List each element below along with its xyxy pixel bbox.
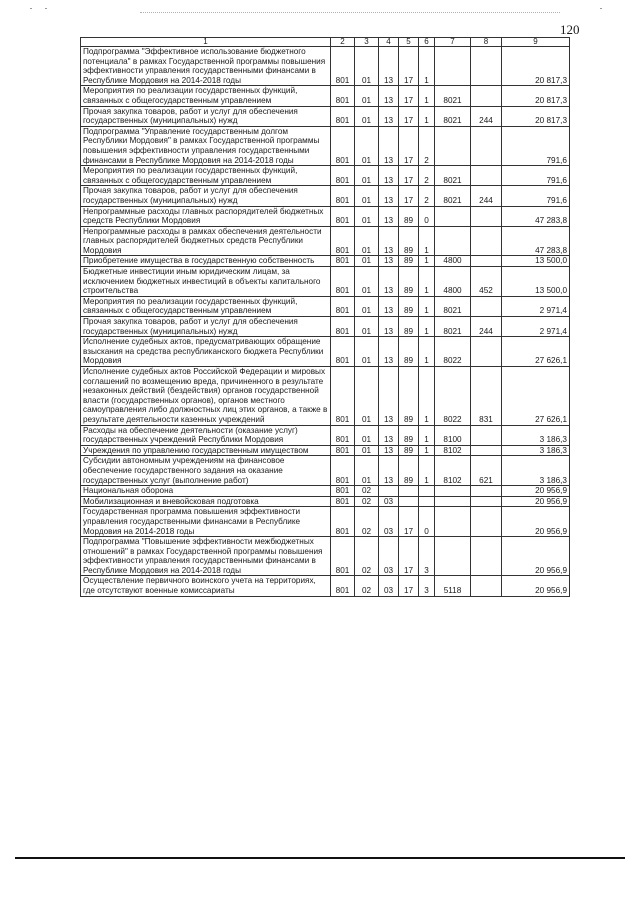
table-row	[81, 367, 570, 426]
scan-speck	[45, 8, 47, 9]
code-cell: 89	[399, 456, 419, 486]
code-cell: 801	[331, 206, 355, 226]
code-cell: 8102	[435, 456, 471, 486]
header-cell: 8	[471, 38, 502, 47]
code-cell: 89	[399, 367, 419, 426]
code-cell: 13	[379, 267, 399, 297]
code-cell	[435, 126, 471, 165]
code-cell: 13	[379, 337, 399, 367]
row-name-cell: Государственная программа повышения эффективности управления государственными финансами в Республике Мордовия на 2014-2018 годы	[81, 507, 331, 537]
code-cell: 01	[355, 186, 379, 206]
code-cell: 801	[331, 576, 355, 596]
code-cell: 0	[419, 206, 435, 226]
code-cell: 13	[379, 296, 399, 316]
code-cell: 1	[419, 367, 435, 426]
code-cell: 02	[355, 576, 379, 596]
amount-cell: 13 500,0	[502, 256, 570, 267]
row-name-cell: Национальная оборона	[81, 486, 331, 497]
code-cell: 01	[355, 86, 379, 106]
page-number: 120	[560, 22, 580, 37]
code-cell: 03	[379, 537, 399, 576]
code-cell: 02	[355, 537, 379, 576]
code-cell: 89	[399, 226, 419, 256]
header-cell: 7	[435, 38, 471, 47]
code-cell: 801	[331, 86, 355, 106]
code-cell: 13	[379, 106, 399, 126]
header-cell: 5	[399, 38, 419, 47]
code-cell: 801	[331, 337, 355, 367]
code-cell: 4800	[435, 256, 471, 267]
code-cell: 1	[419, 337, 435, 367]
code-cell: 1	[419, 86, 435, 106]
code-cell	[435, 226, 471, 256]
code-cell: 801	[331, 47, 355, 86]
table-row	[81, 507, 570, 537]
table-row	[81, 445, 570, 456]
code-cell: 801	[331, 367, 355, 426]
code-cell: 13	[379, 445, 399, 456]
code-cell: 5118	[435, 576, 471, 596]
header-cell: 6	[419, 38, 435, 47]
header-cell: 9	[502, 38, 570, 47]
table-row	[81, 126, 570, 165]
amount-cell: 20 956,9	[502, 537, 570, 576]
table-row	[81, 296, 570, 316]
code-cell: 02	[355, 486, 379, 497]
code-cell: 8022	[435, 367, 471, 426]
code-cell: 801	[331, 186, 355, 206]
row-name-cell: Исполнение судебных актов, предусматривающих обращение взыскания на средства республиканского бюджета Республики Мордовия	[81, 337, 331, 367]
code-cell: 01	[355, 367, 379, 426]
table-row	[81, 337, 570, 367]
code-cell: 13	[379, 126, 399, 165]
code-cell: 89	[399, 445, 419, 456]
code-cell: 3	[419, 537, 435, 576]
table-row	[81, 267, 570, 297]
amount-cell: 20 956,9	[502, 496, 570, 507]
code-cell: 89	[399, 256, 419, 267]
code-cell	[471, 486, 502, 497]
code-cell	[379, 486, 399, 497]
code-cell: 801	[331, 256, 355, 267]
code-cell: 13	[379, 47, 399, 86]
amount-cell: 27 626,1	[502, 367, 570, 426]
code-cell: 02	[355, 496, 379, 507]
code-cell: 801	[331, 106, 355, 126]
code-cell	[471, 226, 502, 256]
code-cell	[471, 166, 502, 186]
code-cell: 801	[331, 126, 355, 165]
code-cell: 801	[331, 425, 355, 445]
code-cell: 8100	[435, 425, 471, 445]
code-cell: 13	[379, 166, 399, 186]
table-row	[81, 496, 570, 507]
code-cell: 8021	[435, 317, 471, 337]
table-row	[81, 166, 570, 186]
code-cell: 01	[355, 296, 379, 316]
code-cell: 01	[355, 106, 379, 126]
code-cell: 8102	[435, 445, 471, 456]
code-cell: 01	[355, 256, 379, 267]
code-cell: 1	[419, 106, 435, 126]
table-row	[81, 537, 570, 576]
code-cell	[471, 576, 502, 596]
header-cell: 1	[81, 38, 331, 47]
code-cell	[435, 537, 471, 576]
table-row	[81, 106, 570, 126]
amount-cell: 3 186,3	[502, 445, 570, 456]
code-cell: 244	[471, 317, 502, 337]
code-cell: 13	[379, 317, 399, 337]
code-cell	[471, 507, 502, 537]
code-cell: 01	[355, 456, 379, 486]
code-cell: 13	[379, 86, 399, 106]
code-cell: 13	[379, 425, 399, 445]
table-row	[81, 456, 570, 486]
code-cell: 8022	[435, 337, 471, 367]
code-cell: 4800	[435, 267, 471, 297]
amount-cell: 2 971,4	[502, 296, 570, 316]
table-row	[81, 486, 570, 497]
header-cell: 2	[331, 38, 355, 47]
row-name-cell: Осуществление первичного воинского учета на территориях, где отсутствуют военные комиссариаты	[81, 576, 331, 596]
code-cell: 01	[355, 267, 379, 297]
code-cell: 2	[419, 186, 435, 206]
amount-cell: 13 500,0	[502, 267, 570, 297]
table-row	[81, 186, 570, 206]
code-cell: 801	[331, 317, 355, 337]
table-row	[81, 425, 570, 445]
amount-cell: 791,6	[502, 126, 570, 165]
code-cell	[471, 445, 502, 456]
code-cell: 13	[379, 256, 399, 267]
amount-cell: 20 817,3	[502, 106, 570, 126]
amount-cell: 20 956,9	[502, 486, 570, 497]
code-cell: 1	[419, 256, 435, 267]
amount-cell: 47 283,8	[502, 226, 570, 256]
code-cell: 801	[331, 267, 355, 297]
header-cell: 4	[379, 38, 399, 47]
row-name-cell: Учреждения по управлению государственным имуществом	[81, 445, 331, 456]
code-cell: 17	[399, 166, 419, 186]
code-cell: 244	[471, 186, 502, 206]
code-cell	[435, 47, 471, 86]
row-name-cell: Бюджетные инвестиции иным юридическим лицам, за исключением бюджетных инвестиций в объекты капитального строительства	[81, 267, 331, 297]
amount-cell: 2 971,4	[502, 317, 570, 337]
code-cell: 2	[419, 166, 435, 186]
code-cell: 1	[419, 425, 435, 445]
code-cell: 801	[331, 496, 355, 507]
row-name-cell: Мероприятия по реализации государственных функций, связанных с общегосударственным управлением	[81, 166, 331, 186]
code-cell: 13	[379, 226, 399, 256]
amount-cell: 27 626,1	[502, 337, 570, 367]
amount-cell: 3 186,3	[502, 425, 570, 445]
code-cell: 801	[331, 537, 355, 576]
code-cell: 17	[399, 186, 419, 206]
row-name-cell: Прочая закупка товаров, работ и услуг для обеспечения государственных (муниципальных) нужд	[81, 186, 331, 206]
code-cell: 2	[419, 126, 435, 165]
code-cell: 801	[331, 486, 355, 497]
code-cell: 89	[399, 206, 419, 226]
amount-cell: 20 956,9	[502, 576, 570, 596]
code-cell: 17	[399, 507, 419, 537]
row-name-cell: Исполнение судебных актов Российской Федерации и мировых соглашений по возмещению вреда, причиненного в результате незаконных действий (бездействия) органов государственной власти (государственных органов), органов местного самоуправления либо должностных лиц этих органов, а также в результате деятельности казенных учреждений	[81, 367, 331, 426]
row-name-cell: Подпрограмма "Повышение эффективности межбюджетных отношений" в рамках Государственной программы повышения эффективности управления государственными финансами в Республике Мордовия на 2014-2018 годы	[81, 537, 331, 576]
code-cell: 03	[379, 507, 399, 537]
code-cell: 1	[419, 267, 435, 297]
scan-speck	[600, 8, 602, 9]
code-cell: 17	[399, 576, 419, 596]
code-cell: 01	[355, 47, 379, 86]
code-cell: 03	[379, 576, 399, 596]
code-cell: 89	[399, 337, 419, 367]
header-cell: 3	[355, 38, 379, 47]
code-cell: 13	[379, 367, 399, 426]
code-cell: 1	[419, 317, 435, 337]
code-cell	[471, 425, 502, 445]
code-cell: 01	[355, 166, 379, 186]
table-row	[81, 206, 570, 226]
budget-table	[80, 37, 570, 597]
row-name-cell: Мобилизационная и вневойсковая подготовка	[81, 496, 331, 507]
table-row	[81, 47, 570, 86]
code-cell: 89	[399, 425, 419, 445]
code-cell: 01	[355, 317, 379, 337]
code-cell: 01	[355, 206, 379, 226]
row-name-cell: Расходы на обеспечение деятельности (оказание услуг) государственных учреждений Республики Мордовия	[81, 425, 331, 445]
code-cell	[471, 206, 502, 226]
code-cell: 1	[419, 47, 435, 86]
code-cell: 801	[331, 456, 355, 486]
code-cell: 8021	[435, 186, 471, 206]
code-cell: 801	[331, 507, 355, 537]
code-cell: 1	[419, 296, 435, 316]
code-cell: 8021	[435, 296, 471, 316]
table-row	[81, 226, 570, 256]
code-cell: 801	[331, 296, 355, 316]
table-row	[81, 86, 570, 106]
code-cell: 03	[379, 496, 399, 507]
amount-cell: 20 817,3	[502, 86, 570, 106]
code-cell	[435, 496, 471, 507]
code-cell: 17	[399, 537, 419, 576]
code-cell: 01	[355, 445, 379, 456]
code-cell: 01	[355, 337, 379, 367]
code-cell: 13	[379, 186, 399, 206]
code-cell: 621	[471, 456, 502, 486]
code-cell: 17	[399, 106, 419, 126]
code-cell: 89	[399, 267, 419, 297]
code-cell	[435, 507, 471, 537]
code-cell	[419, 496, 435, 507]
scan-speck	[30, 8, 32, 9]
table-row	[81, 256, 570, 267]
row-name-cell: Подпрограмма "Эффективное использование бюджетного потенциала" в рамках Государственной программы повышения эффективности управления государственными финансами в Республике Мордовия на 2014-2018 годы	[81, 47, 331, 86]
code-cell: 801	[331, 226, 355, 256]
amount-cell: 47 283,8	[502, 206, 570, 226]
code-cell: 8021	[435, 166, 471, 186]
table-row	[81, 576, 570, 596]
row-name-cell: Мероприятия по реализации государственных функций, связанных с общегосударственным управлением	[81, 296, 331, 316]
row-name-cell: Приобретение имущества в государственную собственность	[81, 256, 331, 267]
code-cell	[435, 206, 471, 226]
code-cell	[471, 496, 502, 507]
row-name-cell: Непрограммные расходы главных распорядителей бюджетных средств Республики Мордовия	[81, 206, 331, 226]
amount-cell: 20 817,3	[502, 47, 570, 86]
code-cell	[471, 537, 502, 576]
table-row	[81, 317, 570, 337]
row-name-cell: Мероприятия по реализации государственных функций, связанных с общегосударственным управлением	[81, 86, 331, 106]
code-cell: 1	[419, 226, 435, 256]
code-cell: 1	[419, 445, 435, 456]
row-name-cell: Непрограммные расходы в рамках обеспечения деятельности главных распорядителей бюджетных средств Республики Мордовия	[81, 226, 331, 256]
amount-cell: 20 956,9	[502, 507, 570, 537]
code-cell: 01	[355, 126, 379, 165]
code-cell	[471, 47, 502, 86]
table-header-row	[81, 38, 570, 47]
row-name-cell: Прочая закупка товаров, работ и услуг для обеспечения государственных (муниципальных) нужд	[81, 106, 331, 126]
amount-cell: 791,6	[502, 166, 570, 186]
code-cell: 89	[399, 317, 419, 337]
code-cell	[419, 486, 435, 497]
code-cell: 8021	[435, 86, 471, 106]
code-cell: 02	[355, 507, 379, 537]
code-cell	[399, 496, 419, 507]
code-cell: 3	[419, 576, 435, 596]
code-cell: 831	[471, 367, 502, 426]
code-cell: 244	[471, 106, 502, 126]
code-cell	[399, 486, 419, 497]
row-name-cell: Субсидии автономным учреждениям на финансовое обеспечение государственного задания на оказание государственных услуг (выполнение работ)	[81, 456, 331, 486]
code-cell	[471, 126, 502, 165]
code-cell: 8021	[435, 106, 471, 126]
code-cell	[471, 296, 502, 316]
code-cell: 17	[399, 86, 419, 106]
code-cell: 01	[355, 226, 379, 256]
row-name-cell: Подпрограмма "Управление государственным долгом Республики Мордовия" в рамках Государственной программы повышения эффективности управления государственными финансами в Республике Мордовия на 2014-2018 годы	[81, 126, 331, 165]
code-cell: 0	[419, 507, 435, 537]
code-cell: 1	[419, 456, 435, 486]
code-cell: 17	[399, 126, 419, 165]
code-cell: 801	[331, 445, 355, 456]
code-cell	[471, 86, 502, 106]
code-cell: 452	[471, 267, 502, 297]
code-cell: 01	[355, 425, 379, 445]
page-bottom-rule	[15, 857, 625, 859]
code-cell: 13	[379, 206, 399, 226]
amount-cell: 3 186,3	[502, 456, 570, 486]
code-cell: 89	[399, 296, 419, 316]
amount-cell: 791,6	[502, 186, 570, 206]
code-cell: 17	[399, 47, 419, 86]
top-scan-line	[140, 12, 560, 13]
code-cell	[435, 486, 471, 497]
row-name-cell: Прочая закупка товаров, работ и услуг для обеспечения государственных (муниципальных) нужд	[81, 317, 331, 337]
code-cell	[471, 256, 502, 267]
code-cell	[471, 337, 502, 367]
code-cell: 801	[331, 166, 355, 186]
code-cell: 13	[379, 456, 399, 486]
